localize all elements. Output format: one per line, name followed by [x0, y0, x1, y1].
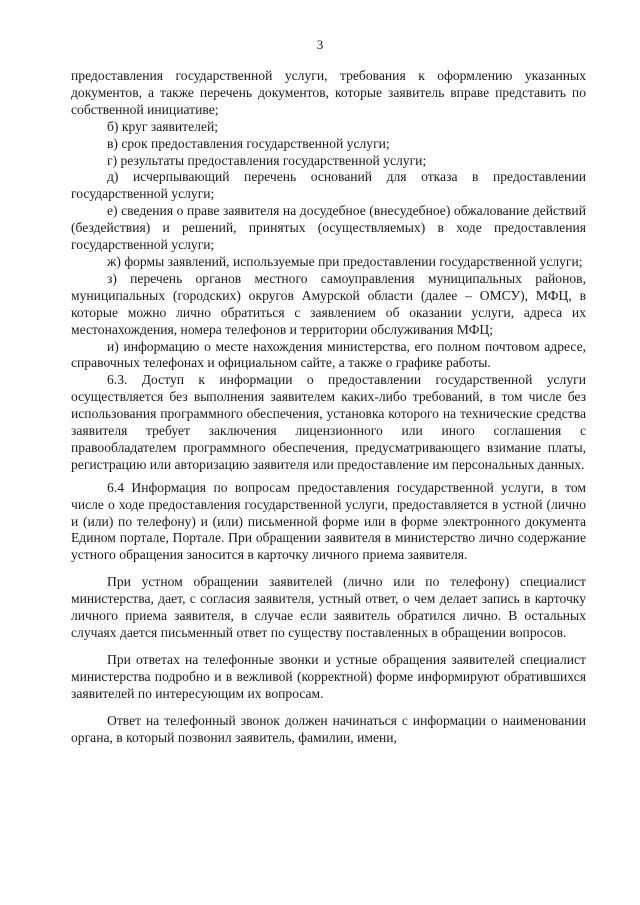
list-item-g: г) результаты предоставления государственной услуги; — [107, 152, 427, 168]
list-item-b: б) круг заявителей; — [107, 118, 219, 134]
list-item-v: в) срок предоставления государственной услуги; — [107, 135, 390, 151]
paragraph-phone-answers: При ответах на телефонные звонки и устные обращения заявителей специалист министерства подробно и в вежливой (корректной) форме информируют обратившихся заявителей по интересующим их вопросам. — [71, 651, 586, 701]
list-item-i: и) информацию о месте нахождения министерства, его полном почтовом адресе, справочных телефонах и официальном сайте, а также о графике работы. — [71, 338, 586, 371]
list-item-d: д) исчерпывающий перечень оснований для отказа в предоставлении государственной услуги; — [71, 169, 586, 202]
list-item-z: з) перечень органов местного самоуправления муниципальных районов, муниципальных (городских) округов Амурской области (далее – ОМСУ), МФЦ, в которые можно лично обратиться с заявлением об оказании услуги, адреса их местонахождения, номера телефонов и территории обслуживания МФЦ; — [71, 270, 586, 337]
list-item-e: е) сведения о праве заявителя на досудебное (внесудебное) обжалование действий (бездействия) и решений, принятых (осуществляемых) в ходе предоставления государственной услуги; — [71, 203, 586, 253]
paragraph-oral-request: При устном обращении заявителей (лично или по телефону) специалист министерства, дает, с согласия заявителя, устный ответ, о чем делает запись в карточку личного приема заявителя, в случае если заявитель обратился лично. В остальных случаях дается письменный ответ по существу поставленных в обращении вопросов. — [71, 574, 586, 640]
paragraph-6-3: 6.3. Доступ к информации о предоставлении государственной услуги осуществляется без выполнения заявителем каких-либо требований, в том числе без использования программного обеспечения, установка которого на технические средства заявителя требует заключения лицензионного или иного соглашения с правообладателем программного обеспечения, предусматривающего взимание платы, регистрацию или авторизацию заявителя или предоставление им персональных данных. — [71, 372, 586, 472]
page-number: 3 — [316, 37, 324, 52]
list-item-zh: ж) формы заявлений, используемые при предоставлении государственной услуги; — [107, 253, 583, 269]
paragraph-6-4: 6.4 Информация по вопросам предоставления государственной услуги, в том числе о ходе предоставления государственной услуги, предоставляется в устной (лично и (или) по телефону) и (или) письменной форме или в форме электронного документа Едином портале, Портале. При обращении заявителя в министерство лично содержание устного обращения заносится в карточку личного приема заявителя. — [71, 479, 586, 563]
paragraph-continuation: предоставления государственной услуги, требования к оформлению указанных документов, а также перечень документов, которые заявитель вправе представить по собственной инициативе; — [71, 68, 586, 117]
paragraph-call-start: Ответ на телефонный звонок должен начинаться с информации о наименовании органа, в который позвонил заявитель, фамилии, имени, — [71, 712, 586, 745]
document-body — [71, 68, 586, 746]
